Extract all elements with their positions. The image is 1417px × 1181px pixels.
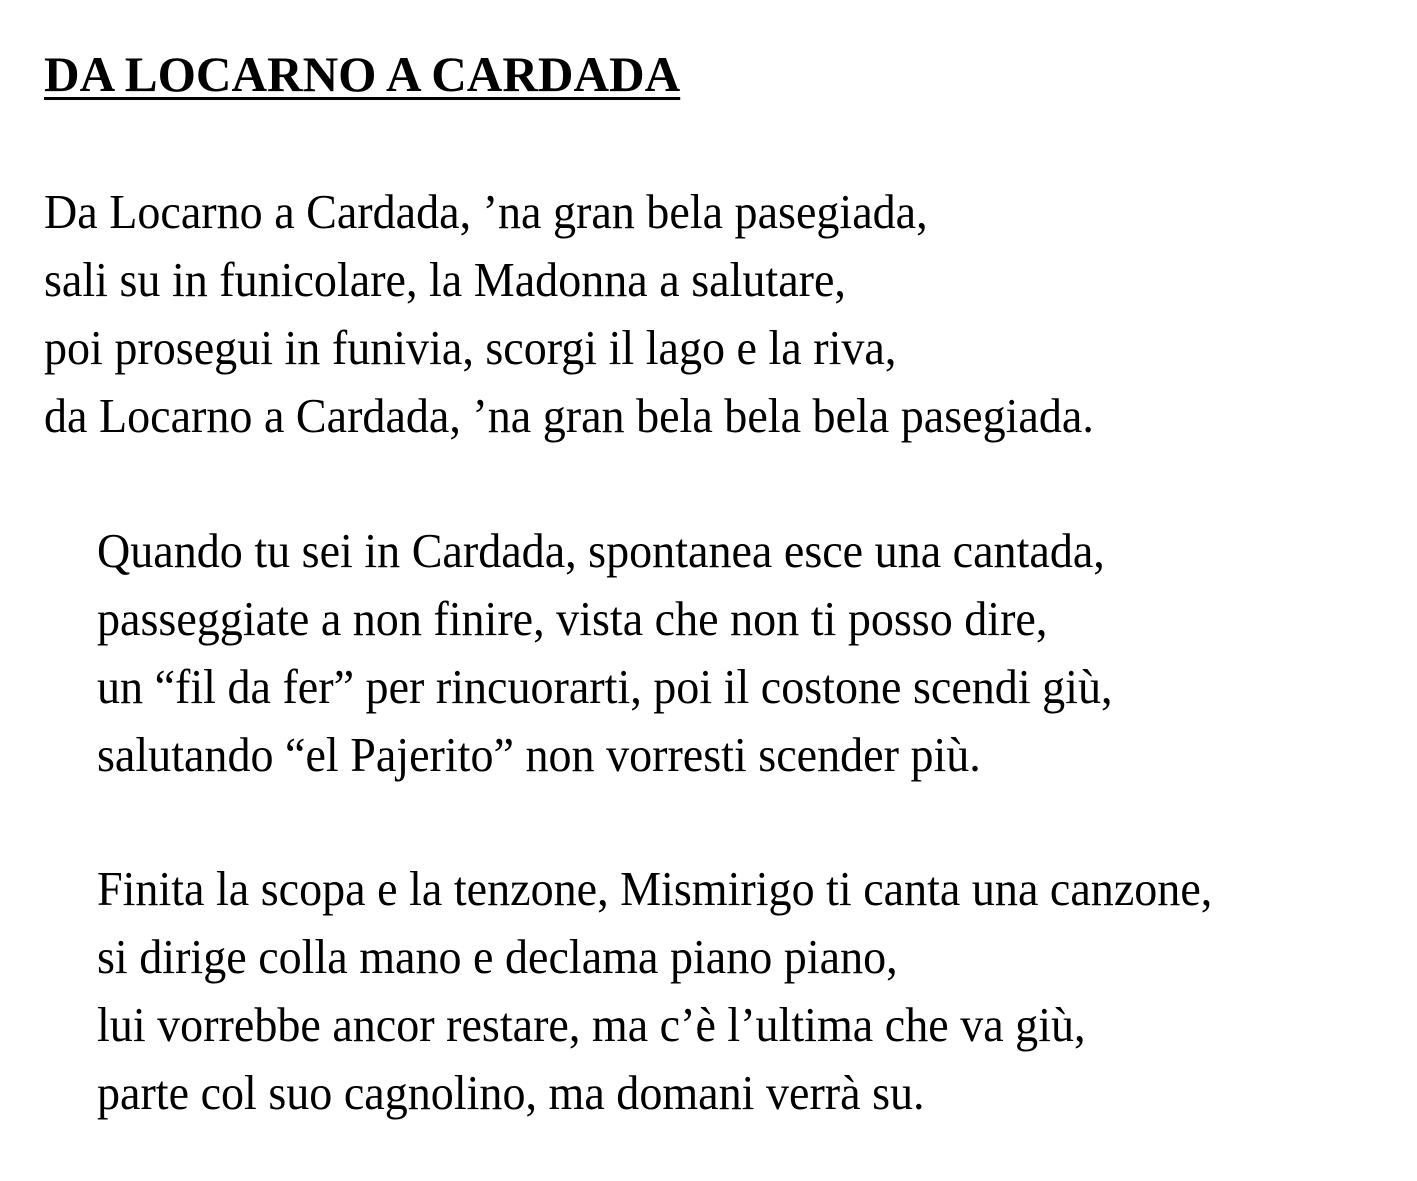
page-title: DA LOCARNO A CARDADA [44,46,681,102]
stanza-3 [97,855,1283,1127]
stanza-line: sali su in funicolare, la Madonna a salutare, [44,252,846,307]
stanza-2 [97,517,1177,789]
stanza-line: si dirige colla mano e declama piano piano, [97,929,898,984]
stanza-line: lui vorrebbe ancor restare, ma c’è l’ultima che va giù, [97,997,1086,1052]
stanza-line: passeggiate a non finire, vista che non ti posso dire, [97,591,1048,646]
stanza-line: salutando “el Pajerito” non vorresti scender più. [97,727,981,782]
stanza-line: parte col suo cagnolino, ma domani verrà su. [97,1065,925,1120]
stanza-line: da Locarno a Cardada, ’na gran bela bela bela pasegiada. [44,388,1094,443]
stanza-line: un “fil da fer” per rincuorarti, poi il costone scendi giù, [97,659,1113,714]
stanza-1 [44,178,1161,450]
stanza-line: poi prosegui in funivia, scorgi il lago e la riva, [44,320,897,375]
stanza-line: Finita la scopa e la tenzone, Mismirigo ti canta una canzone, [97,861,1213,916]
stanza-line: Quando tu sei in Cardada, spontanea esce una cantada, [97,523,1105,578]
stanza-line: Da Locarno a Cardada, ’na gran bela pasegiada, [44,184,928,239]
